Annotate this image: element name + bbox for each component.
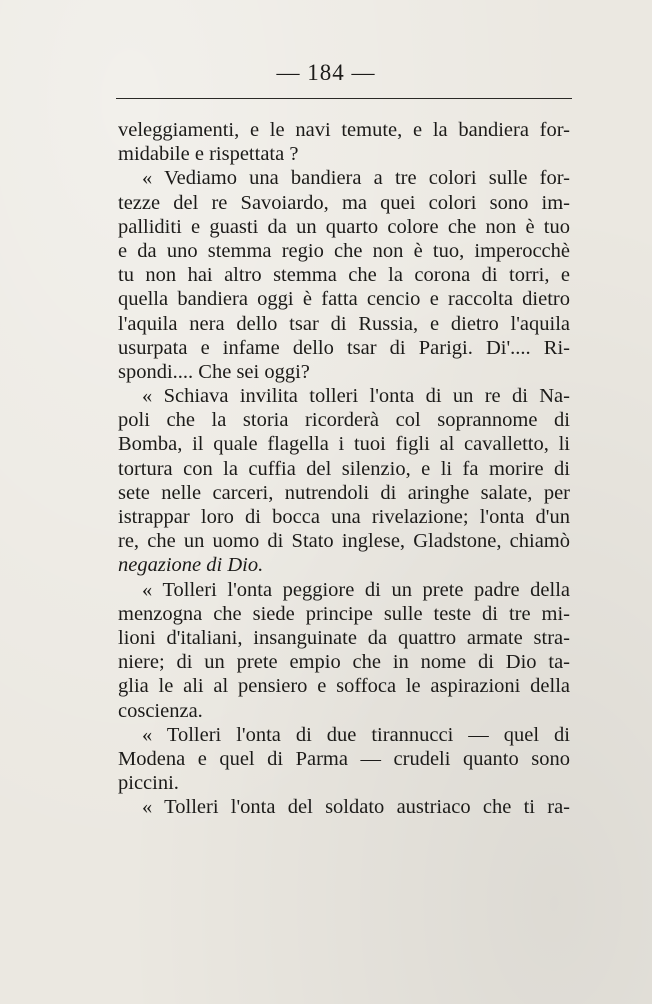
text-line: « Tolleri l'onta di due tirannucci — quel di [142,723,570,746]
text-line: « Tolleri l'onta del soldato austriaco che ti ra- [142,796,570,819]
text-line: niere; di un prete empio che in nome di Dio ta- [118,651,570,674]
text-line: sete nelle carceri, nutrendoli di aringhe salate, per [118,481,570,504]
text-line: usurpata e infame dello tsar di Parigi. Di'.... Ri- [118,336,570,359]
text-line: tortura con la cuffia del silenzio, e li fa morire di [118,457,570,480]
text-line: re, che un uomo di Stato inglese, Gladstone, chiamò [118,530,570,553]
text-line: piccini. [118,772,179,795]
text-line: Modena e quel di Parma — crudeli quanto sono [118,747,570,770]
text-line: spondi.... Che sei oggi? [118,360,310,383]
text-line: coscienza. [118,699,203,722]
text-line: quella bandiera oggi è fatta cencio e raccolta dietro [118,288,570,311]
text-line: l'aquila nera dello tsar di Russia, e dietro l'aquila [118,312,570,335]
text-line: palliditi e guasti da un quarto colore che non è tuo [118,215,570,238]
header-rule [116,98,572,99]
text-line: « Vediamo una bandiera a tre colori sulle for- [142,167,570,190]
text-line: veleggiamenti, e le navi temute, e la bandiera for- [118,119,570,141]
text-line: « Tolleri l'onta peggiore di un prete padre della [142,578,570,601]
text-line: Bomba, il quale flagella i tuoi figli al cavalletto, li [118,433,570,456]
page-number: — 184 — [276,60,376,85]
text-line: e da uno stemma regio che non è tuo, imperocchè [118,239,570,262]
text-line: glia le ali al pensiero e soffoca le aspirazioni della [118,675,570,698]
text-line: lioni d'italiani, insanguinate da quattro armate stra- [118,626,570,649]
text-line: negazione di Dio. [118,554,264,577]
text-line: tu non hai altro stemma che la corona di torri, e [118,264,570,287]
text-line: istrappar loro di bocca una rivelazione; l'onta d'un [118,506,570,528]
text-line: menzogna che siede principe sulle teste di tre mi- [118,602,570,625]
text-line: poli che la storia ricorderà col soprannome di [118,409,570,432]
text-line: midabile e rispettata ? [118,143,299,166]
text-line: tezze del re Savoiardo, ma quei colori sono im- [118,191,570,214]
body-text [118,118,570,819]
text-line: « Schiava invilita tolleri l'onta di un re di Na- [142,385,570,408]
